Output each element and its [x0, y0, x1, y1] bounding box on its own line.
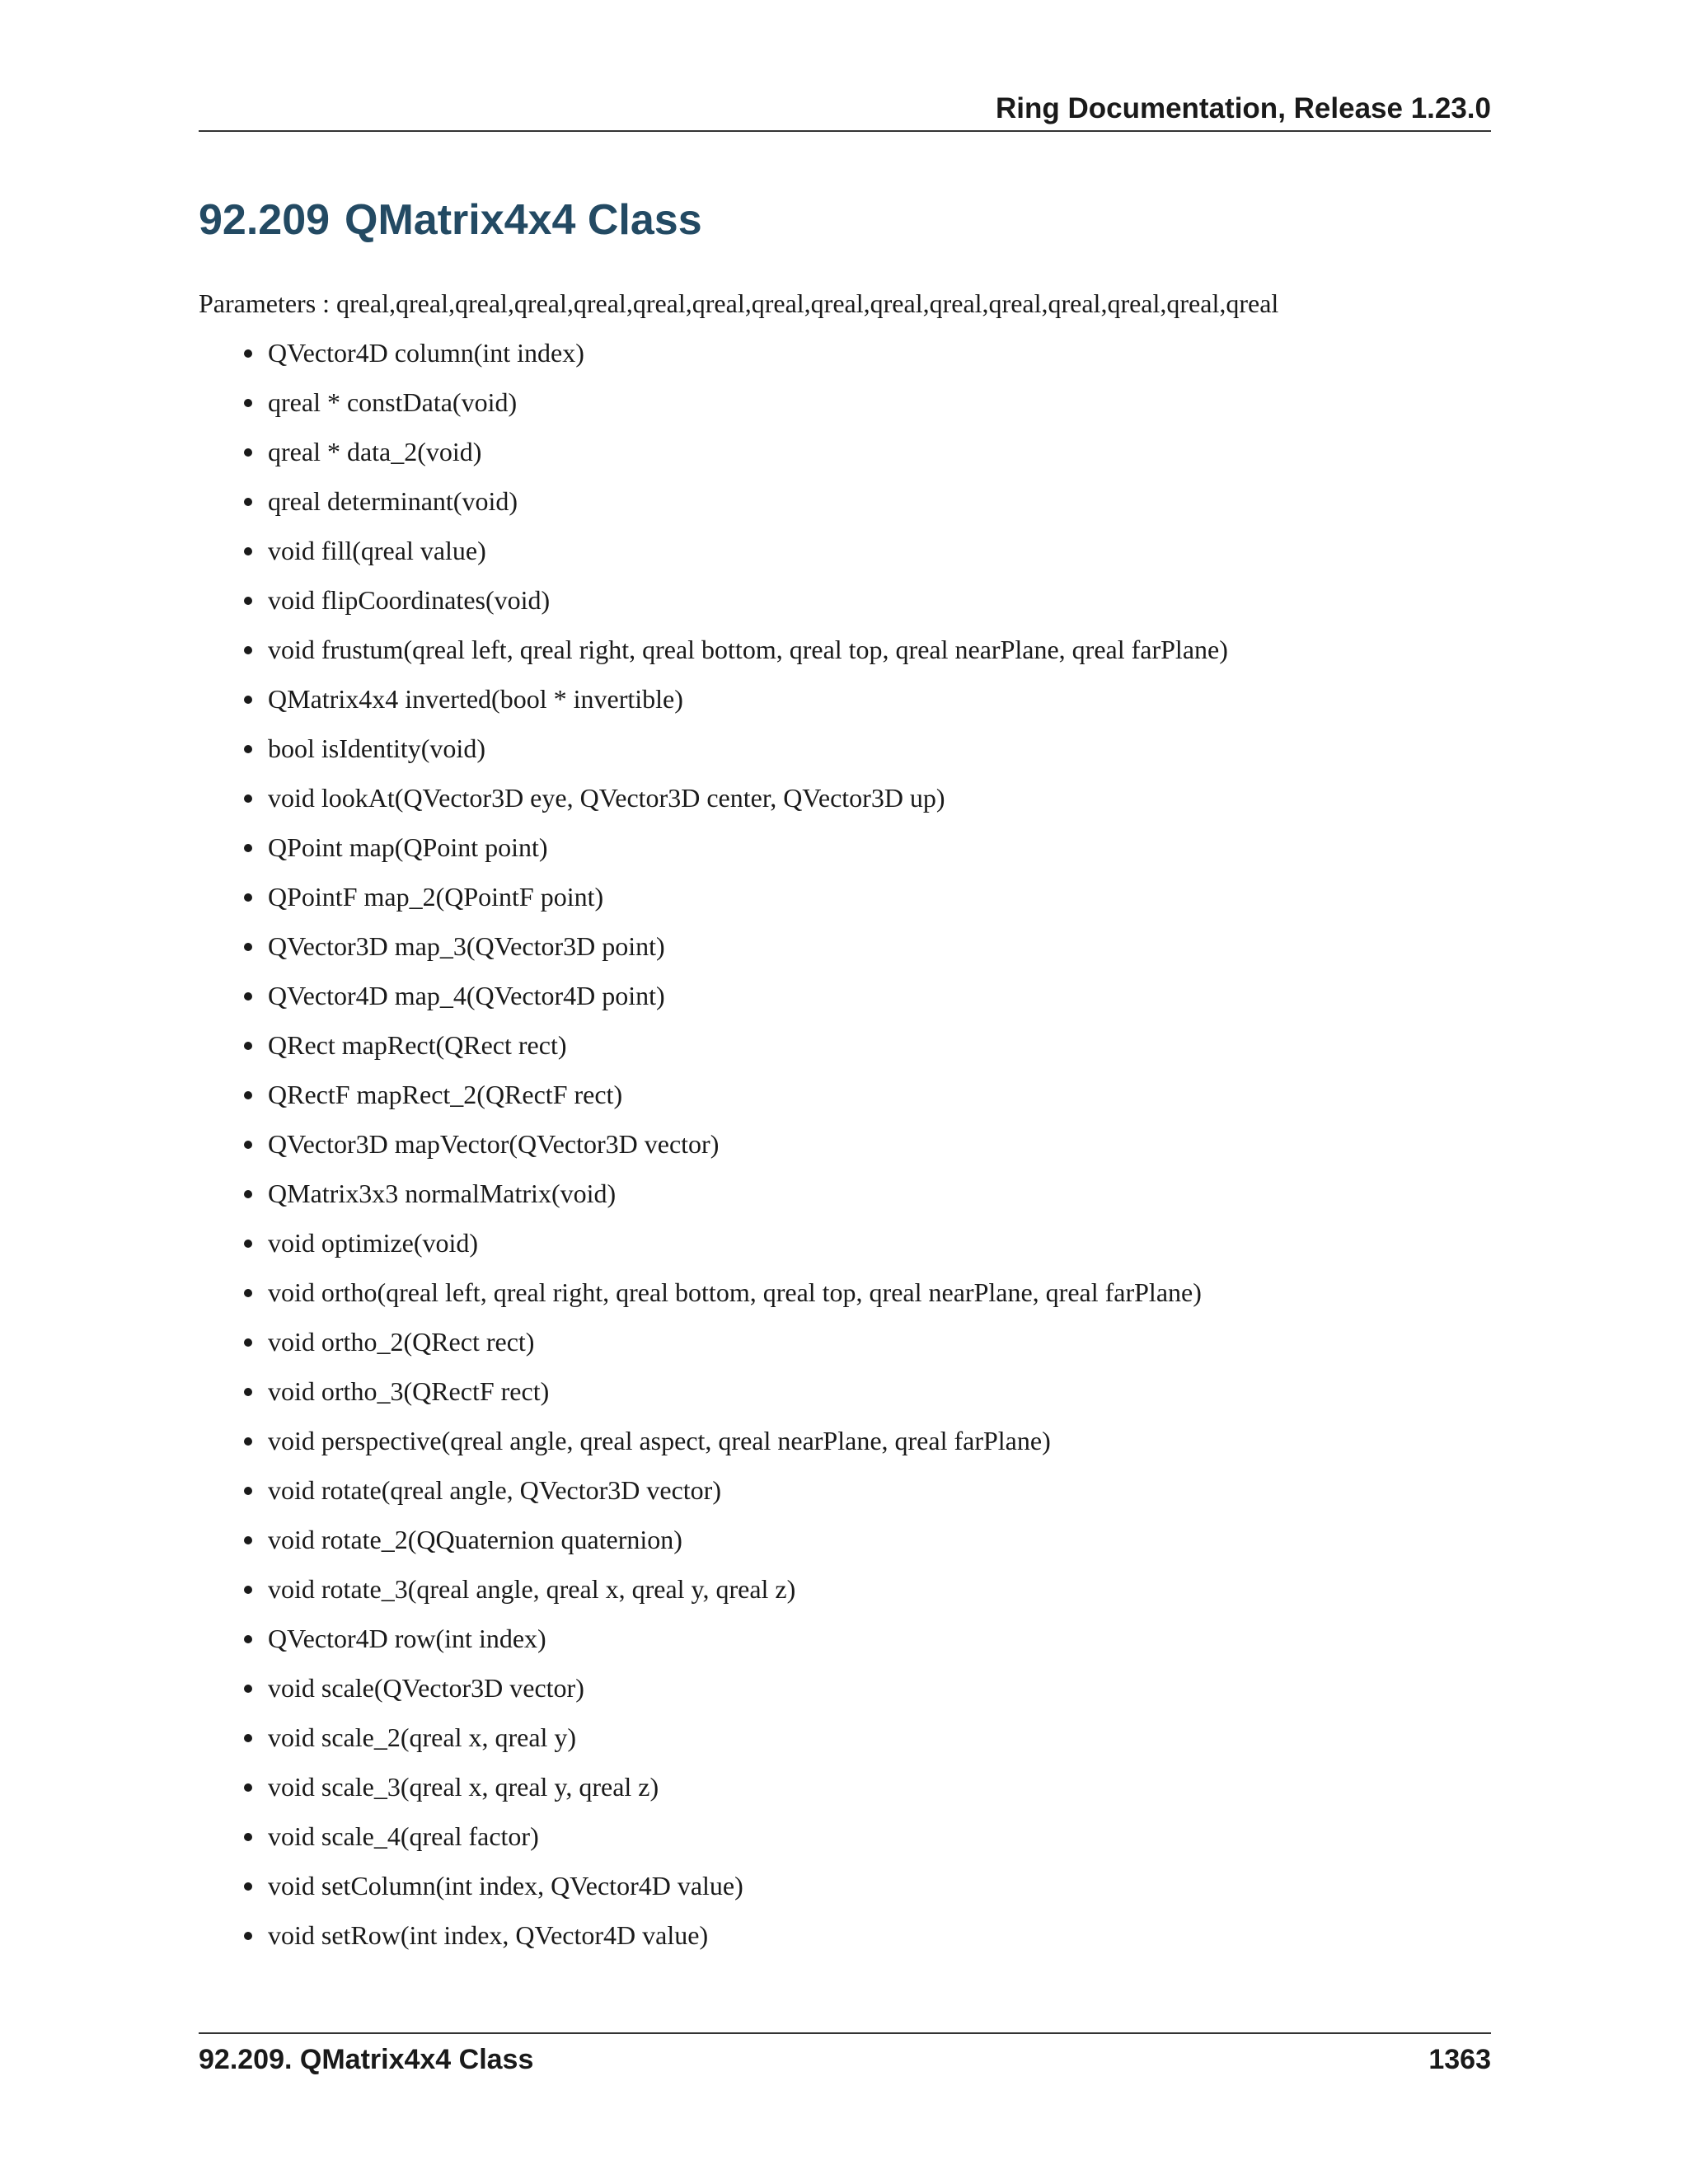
bullet-icon [244, 1685, 252, 1693]
method-item [239, 1721, 1228, 1770]
method-signature: void setRow(int index, QVector4D value) [268, 1920, 709, 1950]
header-title: Ring Documentation, Release 1.23.0 [995, 92, 1491, 124]
bullet-icon [244, 448, 252, 457]
bullet-icon [244, 1586, 252, 1594]
method-item [239, 1325, 1228, 1375]
method-signature: QVector3D map_3(QVector3D point) [268, 931, 665, 961]
page-footer [199, 2032, 1491, 2083]
bullet-icon [244, 1437, 252, 1446]
section-title-text: QMatrix4x4 Class [345, 196, 702, 244]
method-item [239, 1276, 1228, 1325]
bullet-icon [244, 498, 252, 506]
method-signature: void fill(qreal value) [268, 536, 486, 565]
method-item [239, 1474, 1228, 1523]
method-item [239, 1919, 1228, 1968]
method-item [239, 732, 1228, 781]
method-signature: QMatrix3x3 normalMatrix(void) [268, 1179, 617, 1208]
method-signature: void frustum(qreal left, qreal right, qreal bottom, qreal top, qreal nearPlane, qreal farPlane) [268, 635, 1228, 664]
bullet-icon [244, 1338, 252, 1347]
method-item [239, 1226, 1228, 1276]
bullet-icon [244, 1487, 252, 1495]
method-item [239, 435, 1228, 485]
method-item [239, 1177, 1228, 1226]
method-signature: void flipCoordinates(void) [268, 585, 551, 615]
bullet-icon [244, 399, 252, 407]
method-item [239, 682, 1228, 732]
method-item [239, 583, 1228, 633]
bullet-icon [244, 844, 252, 852]
method-item [239, 534, 1228, 583]
bullet-icon [244, 992, 252, 1001]
bullet-icon [244, 745, 252, 753]
method-item [239, 336, 1228, 386]
method-item [239, 880, 1228, 930]
page-number: 1363 [1428, 2044, 1491, 2075]
method-signature: qreal * data_2(void) [268, 437, 482, 466]
footer-section-label: 92.209. QMatrix4x4 Class [199, 2044, 534, 2075]
bullet-icon [244, 547, 252, 555]
bullet-icon [244, 1388, 252, 1396]
method-signature: void rotate_3(qreal angle, qreal x, qreal y, qreal z) [268, 1574, 796, 1604]
method-item [239, 1375, 1228, 1424]
bullet-icon [244, 1091, 252, 1099]
method-signature: QVector4D map_4(QVector4D point) [268, 981, 665, 1010]
bullet-icon [244, 1190, 252, 1198]
method-item [239, 1869, 1228, 1919]
method-item [239, 1029, 1228, 1078]
method-item [239, 1770, 1228, 1820]
method-signature: void setColumn(int index, QVector4D value) [268, 1871, 743, 1900]
method-signature: QPointF map_2(QPointF point) [268, 882, 604, 912]
method-signature: QRect mapRect(QRect rect) [268, 1030, 567, 1060]
bullet-icon [244, 597, 252, 605]
method-item [239, 979, 1228, 1029]
bullet-icon [244, 1141, 252, 1149]
bullet-icon [244, 696, 252, 704]
bullet-icon [244, 646, 252, 654]
method-item [239, 1523, 1228, 1572]
method-signature: void scale_2(qreal x, qreal y) [268, 1722, 577, 1752]
method-item [239, 781, 1228, 831]
bullet-icon [244, 349, 252, 358]
method-item [239, 831, 1228, 880]
method-signature: void scale_4(qreal factor) [268, 1821, 539, 1851]
method-signature: void rotate(qreal angle, QVector3D vector) [268, 1475, 721, 1505]
bullet-icon [244, 1833, 252, 1841]
bullet-icon [244, 794, 252, 803]
method-signature: QPoint map(QPoint point) [268, 832, 548, 862]
method-item [239, 485, 1228, 534]
method-signature: void ortho(qreal left, qreal right, qreal bottom, qreal top, qreal nearPlane, qreal farPlane) [268, 1277, 1202, 1307]
method-signature: QMatrix4x4 inverted(bool * invertible) [268, 684, 683, 714]
method-signature: qreal determinant(void) [268, 486, 518, 516]
method-list [239, 336, 1228, 1968]
method-signature: void optimize(void) [268, 1228, 479, 1258]
method-signature: void scale(QVector3D vector) [268, 1673, 584, 1703]
method-item [239, 1078, 1228, 1127]
method-signature: QVector4D row(int index) [268, 1624, 546, 1653]
method-item [239, 1127, 1228, 1177]
method-item [239, 1671, 1228, 1721]
method-signature: QVector4D column(int index) [268, 338, 584, 368]
section-title [199, 191, 702, 249]
page-header [199, 92, 1491, 132]
method-signature: qreal * constData(void) [268, 387, 518, 417]
method-signature: void lookAt(QVector3D eye, QVector3D center, QVector3D up) [268, 783, 945, 813]
bullet-icon [244, 943, 252, 951]
method-signature: void ortho_2(QRect rect) [268, 1327, 535, 1357]
bullet-icon [244, 1536, 252, 1544]
bullet-icon [244, 1240, 252, 1248]
bullet-icon [244, 1783, 252, 1792]
bullet-icon [244, 1734, 252, 1742]
method-signature: void ortho_3(QRectF rect) [268, 1376, 550, 1406]
method-signature: void rotate_2(QQuaternion quaternion) [268, 1525, 682, 1554]
method-item [239, 386, 1228, 435]
bullet-icon [244, 1635, 252, 1643]
method-signature: bool isIdentity(void) [268, 733, 485, 763]
method-item [239, 1820, 1228, 1869]
bullet-icon [244, 1042, 252, 1050]
bullet-icon [244, 1882, 252, 1891]
bullet-icon [244, 1289, 252, 1297]
bullet-icon [244, 1932, 252, 1940]
method-signature: void perspective(qreal angle, qreal aspect, qreal nearPlane, qreal farPlane) [268, 1426, 1051, 1455]
method-item [239, 1572, 1228, 1622]
section-number: 92.209 [199, 196, 331, 244]
bullet-icon [244, 893, 252, 902]
parameters-line: Parameters : qreal,qreal,qreal,qreal,qreal,qreal,qreal,qreal,qreal,qreal,qreal,qreal,qreal,qreal,qreal,qreal [199, 288, 1279, 318]
method-item [239, 930, 1228, 979]
method-item [239, 633, 1228, 682]
method-signature: QVector3D mapVector(QVector3D vector) [268, 1129, 720, 1159]
method-signature: QRectF mapRect_2(QRectF rect) [268, 1080, 623, 1109]
method-item [239, 1622, 1228, 1671]
method-item [239, 1424, 1228, 1474]
method-signature: void scale_3(qreal x, qreal y, qreal z) [268, 1772, 659, 1802]
